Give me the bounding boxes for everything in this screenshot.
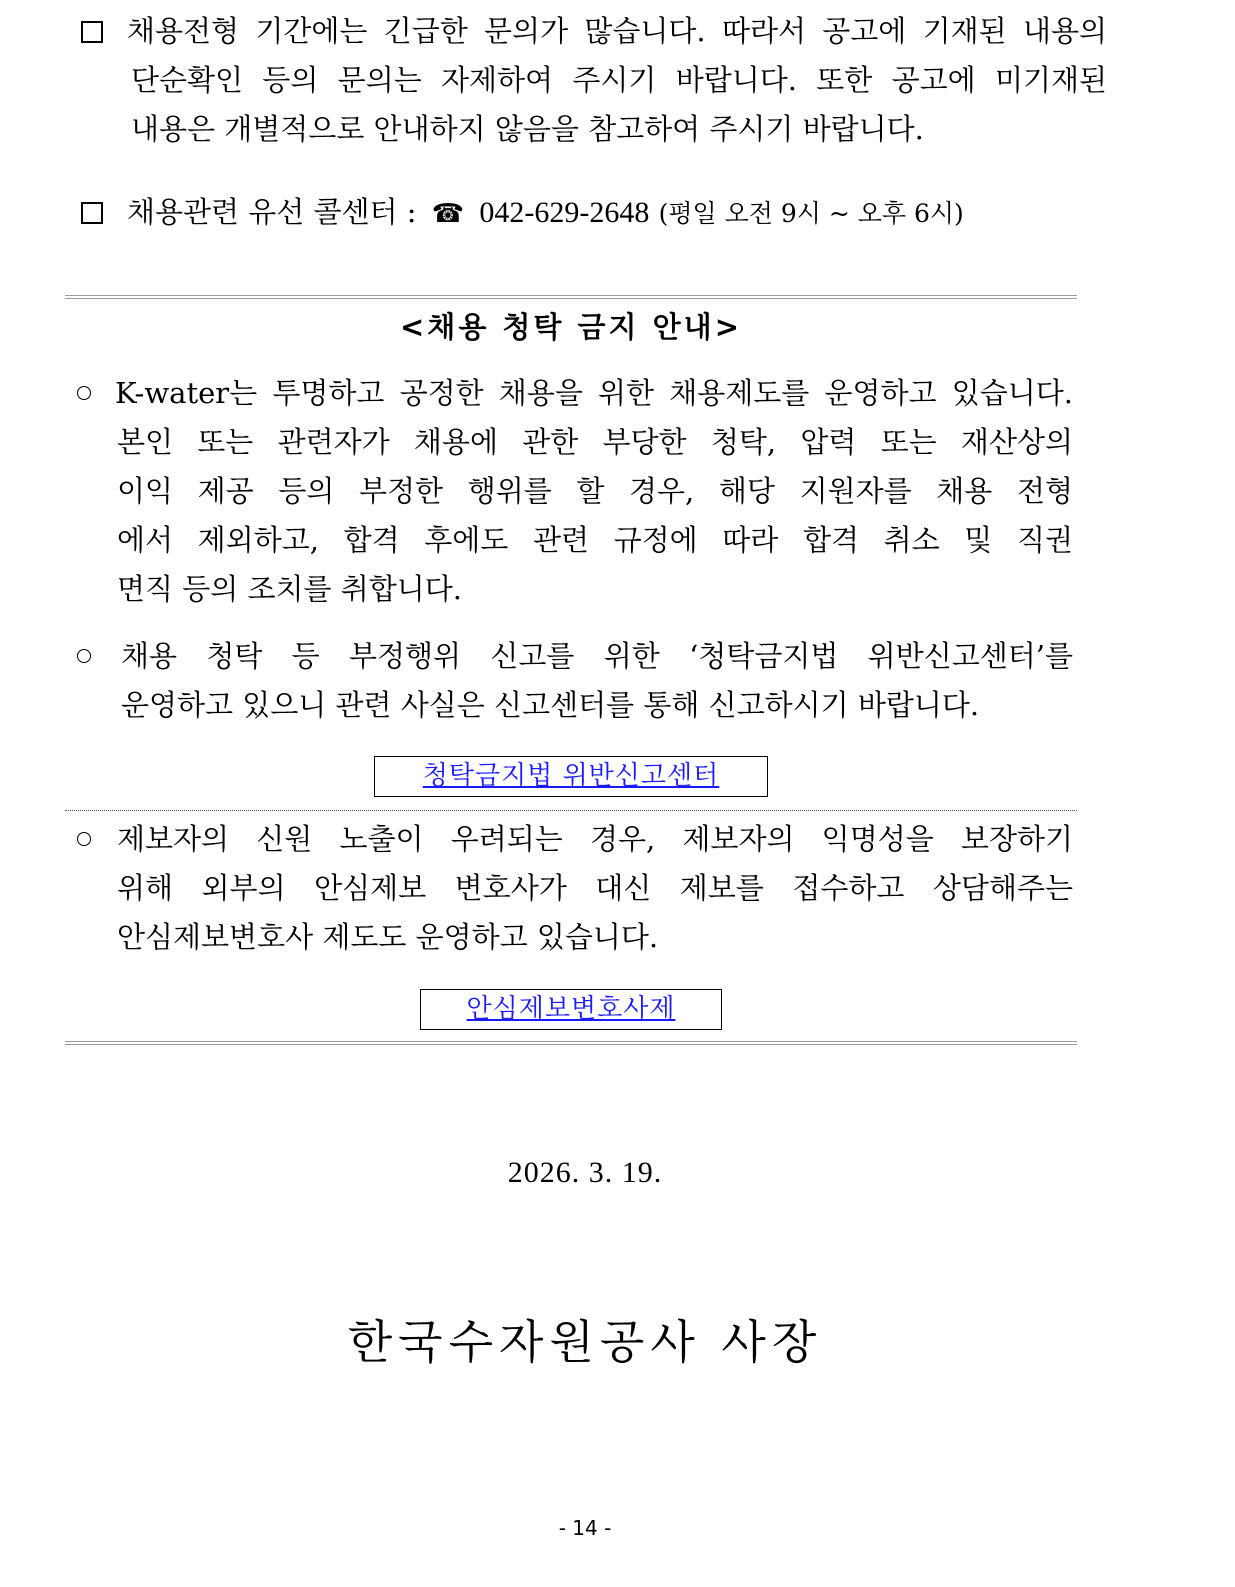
call-center-phone: 042-629-2648 [479,196,650,229]
dotted-separator [65,810,1077,811]
call-center-line [127,194,964,232]
notice-1-line-1: 채용전형 기간에는 긴급한 문의가 많습니다. 따라서 공고에 기재된 내용의 [127,14,1107,48]
section-bottom-rule [65,1041,1077,1045]
bullet-1-line-5: 면직 등의 조치를 취합니다. [117,572,463,606]
circle-bullet-icon [77,832,91,846]
checkbox-icon [81,202,103,224]
notice-1-line-2: 단순확인 등의 문의는 자제하여 주시기 바랍니다. 또한 공고에 미기재된 [131,63,1107,97]
bullet-1-line-4: 에서 제외하고, 합격 후에도 관련 규정에 따라 합격 취소 및 직권 [117,523,1073,557]
bullet-2-line-2: 운영하고 있으니 관련 사실은 신고센터를 통해 신고하시기 바랍니다. [121,688,980,722]
checkbox-icon [81,21,103,43]
report-center-link-box [374,756,768,797]
safe-report-lawyer-link[interactable]: 안심제보변호사제 [466,994,676,1024]
circle-bullet-icon [77,649,91,663]
document-date: 2026. 3. 19. [507,1156,663,1189]
notice-1-line-3: 내용은 개별적으로 안내하지 않음을 참고하여 주시기 바랍니다. [131,112,924,146]
bullet-3-line-3: 안심제보변호사 제도도 운영하고 있습니다. [117,920,659,954]
section-title: <채용 청탁 금지 안내> [400,310,742,344]
report-center-link[interactable]: 청탁금지법 위반신고센터 [422,761,720,791]
bullet-1-line-3: 이익 제공 등의 부정한 행위를 할 경우, 해당 지원자를 채용 전형 [117,474,1073,508]
bullet-3-line-1: 제보자의 신원 노출이 우려되는 경우, 제보자의 익명성을 보장하기 [117,822,1073,856]
call-center-hours: (평일 오전 9시 ~ 오후 6시) [658,199,964,228]
bullet-3-line-2: 위해 외부의 안심제보 변호사가 대신 제보를 접수하고 상담해주는 [117,871,1073,905]
bullet-1-line-1: K-water는 투명하고 공정한 채용을 위한 채용제도를 운영하고 있습니다. [115,376,1073,410]
safe-report-lawyer-link-box [420,989,722,1030]
bullet-1-line-2: 본인 또는 관련자가 채용에 관한 부당한 청탁, 압력 또는 재산상의 [117,425,1073,459]
issuer-signature: 한국수자원공사 사장 [347,1315,823,1369]
bullet-2-line-1: 채용 청탁 등 부정행위 신고를 위한 ‘청탁금지법 위반신고센터’를 [121,639,1073,673]
section-top-rule [65,295,1077,299]
circle-bullet-icon [77,386,91,400]
telephone-icon: ☎ [431,199,465,229]
page-number: - 14 - [558,1516,612,1540]
call-center-label: 채용관련 유선 콜센터 : [127,195,417,229]
